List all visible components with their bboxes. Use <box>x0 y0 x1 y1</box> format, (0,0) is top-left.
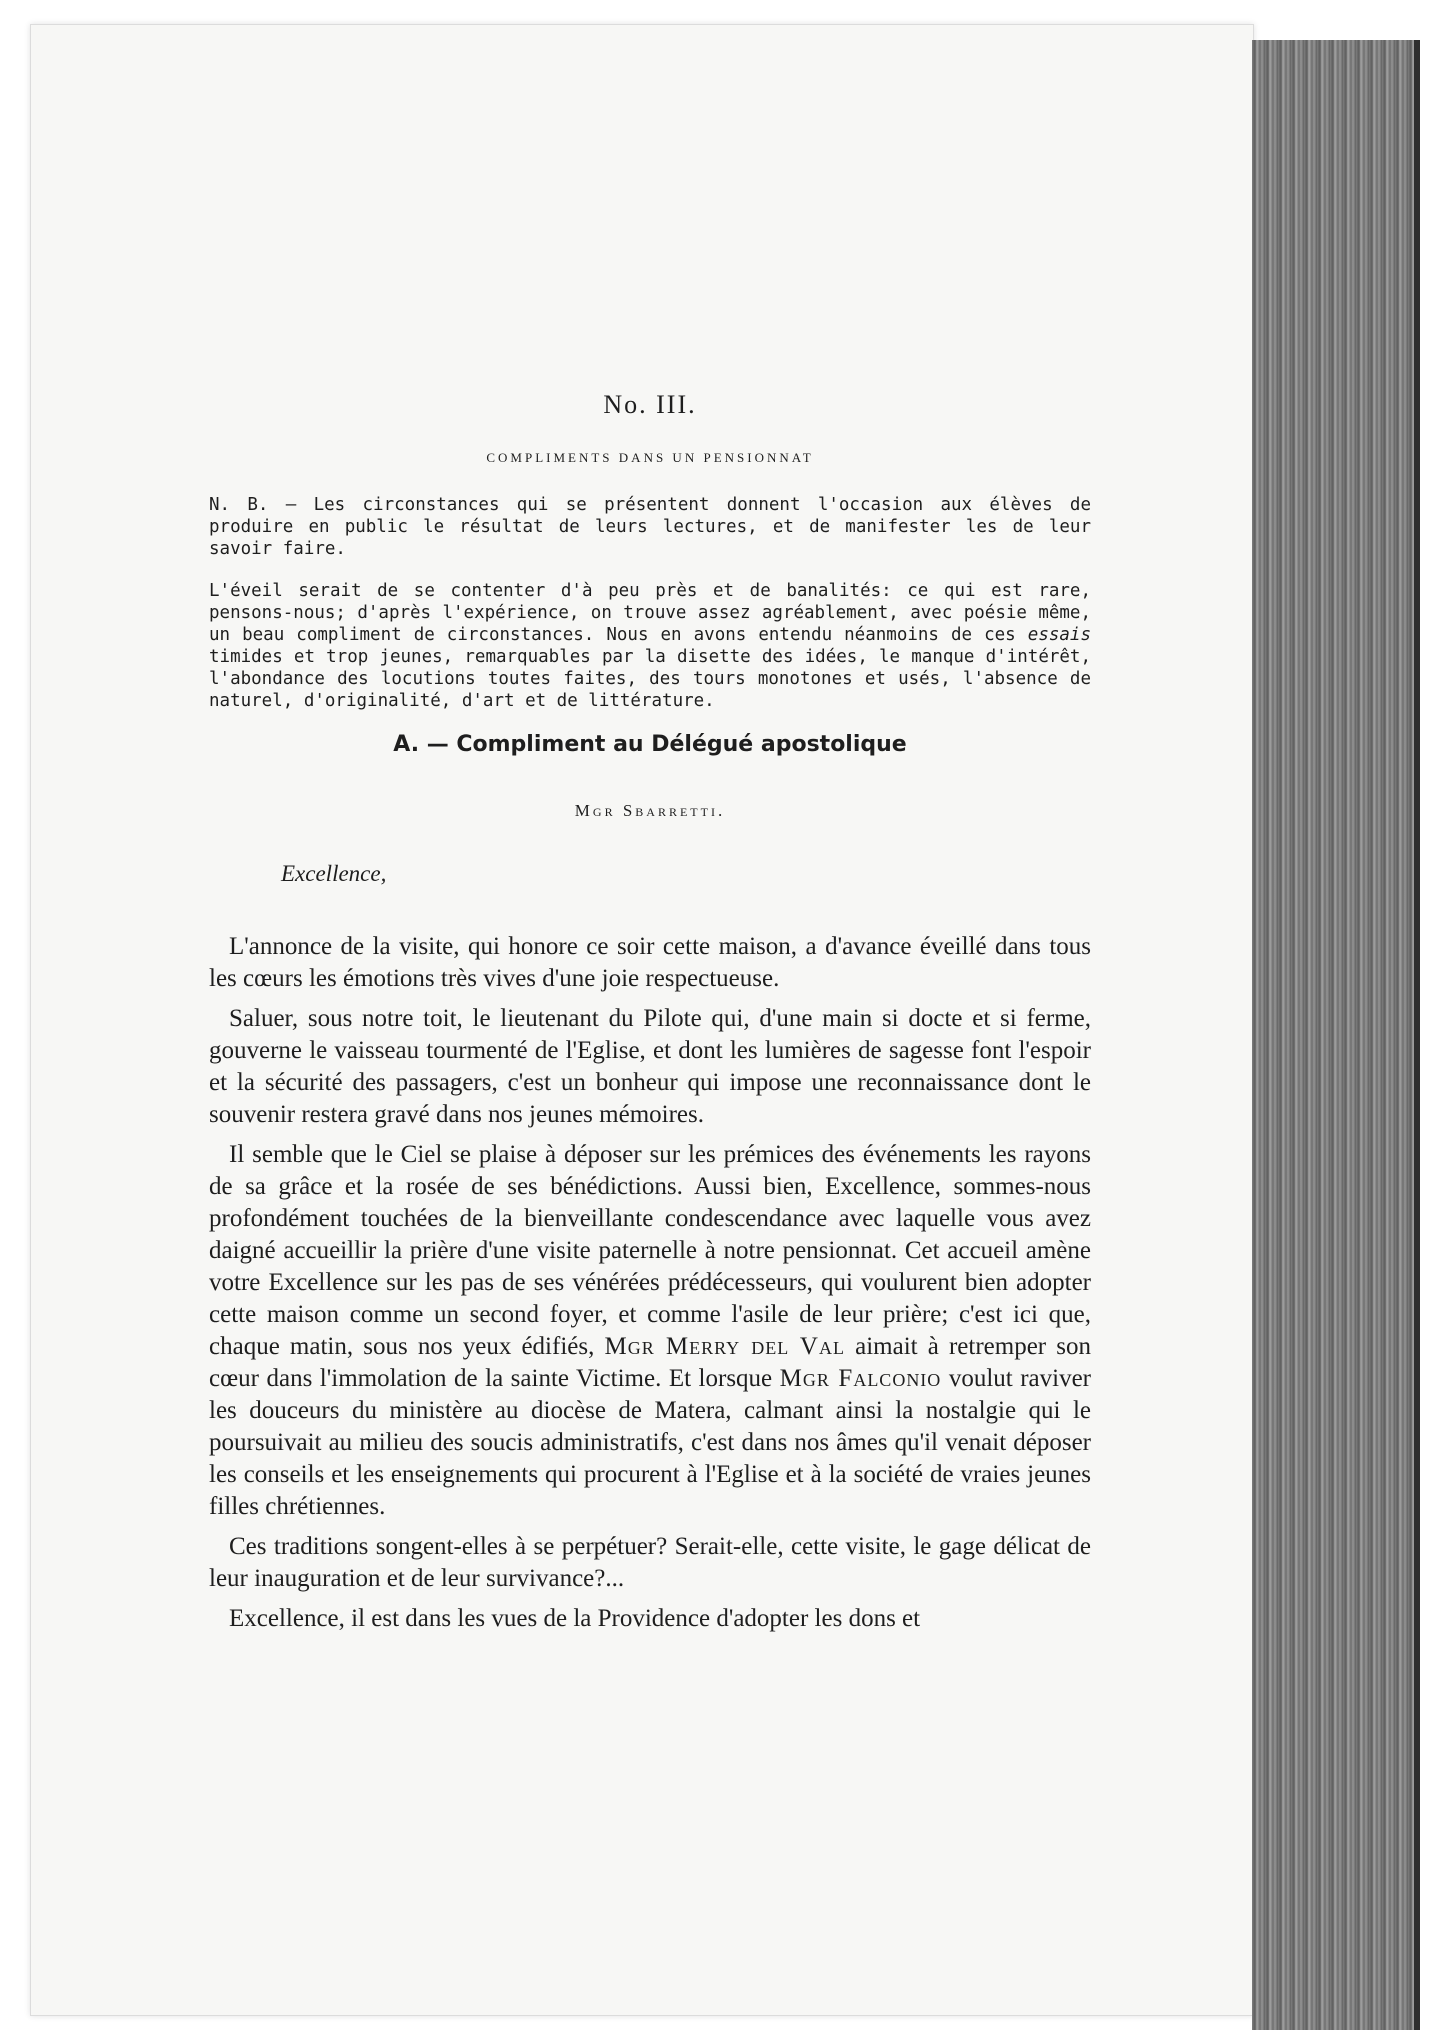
note-paragraph-2-end: timides et trop jeunes, remarquables par la disette des idées, le manque d'intérêt, l'abondance des locutions toutes faites, des tours monotones et usés, l'absence de naturel, d'originalité, d'art et de littérature. <box>209 647 1091 711</box>
person-name: Mgr Falconio <box>779 1365 942 1392</box>
note-paragraph-2-text: L'éveil serait de se contenter d'à peu près et de banalités: ce qui est rare, pensons-nous; d'après l'expérience, on trouve assez agréablement, avec poésie même, un beau compliment de circonstances. Nous en avons entendu néanmoins de ces <box>209 581 1091 645</box>
note-paragraph <box>209 494 1091 560</box>
note-paragraph <box>209 580 1091 712</box>
note-paragraph-1-text: N. B. — Les circonstances qui se présentent donnent l'occasion aux élèves de produire en public le résultat de leurs lectures, et de manifester les de leur savoir faire. <box>209 495 1091 559</box>
body-paragraph: Excellence, il est dans les vues de la Providence d'adopter les dons et <box>229 1605 921 1632</box>
body-paragraph: Saluer, sous notre toit, le lieutenant du Pilote qui, d'une main si docte et si ferme, gouverne le vaisseau tourmenté de l'Eglise, et dont les lumières de sagesse font l'espoir et la sécurité des passagers, c'est un bonheur qui impose une reconnaissance dont le souvenir restera gravé dans nos jeunes mémoires. <box>209 1005 1091 1128</box>
letter-body <box>209 931 1091 1635</box>
book-page <box>30 24 1254 2016</box>
page-content <box>209 390 1091 1643</box>
body-paragraph <box>209 1139 1091 1523</box>
body-paragraph: Ces traditions songent-elles à se perpétuer? Serait-elle, cette visite, le gage délicat de leur inauguration et de leur survivance?... <box>209 1533 1091 1592</box>
page-edges <box>1252 40 1416 2030</box>
salutation: Excellence, <box>281 861 387 886</box>
note-emphasis: essais <box>1027 625 1091 645</box>
section-number: No. III. <box>603 390 697 419</box>
body-paragraph: L'annonce de la visite, qui honore ce soir cette maison, a d'avance éveillé dans tous les cœurs les émotions très vives d'une joie respectueuse. <box>209 933 1091 992</box>
section-subtitle: COMPLIMENTS DANS UN PENSIONNAT <box>486 450 814 465</box>
body-text: Il semble que le Ciel se plaise à déposer sur les prémices des événements les rayons de sa grâce et la rosée de ses bénédictions. Aussi bien, Excellence, sommes-nous profondément touchées de la bienveillante condescendance avec laquelle vous avez daigné accueillir la prière d'une visite paternelle à notre pensionnat. Cet accueil amène votre Excellence sur les pas de ses vénérées prédécesseurs, qui voulurent bien adopter cette maison comme un second foyer, et comme l'asile de leur prière; c'est ici que, chaque matin, sous nos yeux édifiés, <box>209 1141 1091 1360</box>
section-heading: A. — Compliment au Délégué apostolique <box>393 732 907 757</box>
body-text: aimait à retremper son cœur dans l'immolation de la sainte Victime. Et lorsque <box>209 1333 1091 1392</box>
addressee: Mgr Sbarretti. <box>574 801 726 820</box>
body-text: voulut raviver les douceurs du ministère au diocèse de Matera, calmant ainsi la nostalgie qui le poursuivait au milieu des soucis administratifs, c'est dans nos âmes qu'il venait déposer les conseils et les enseignements qui procurent à l'Eglise et à la société de vraies jeunes filles chrétiennes. <box>209 1365 1092 1520</box>
editorial-note <box>209 494 1091 712</box>
person-name: Mgr Merry del Val <box>604 1333 845 1360</box>
